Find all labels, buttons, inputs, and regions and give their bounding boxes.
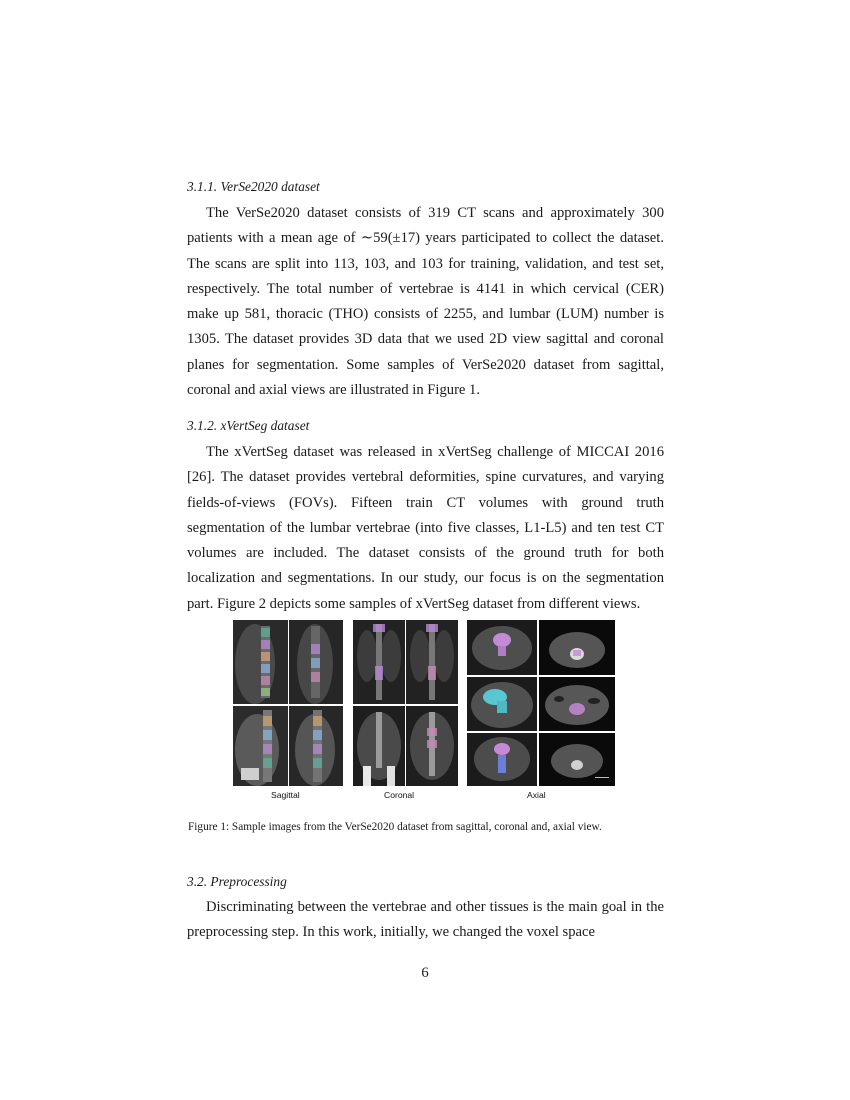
sagittal-scan-2 bbox=[289, 620, 343, 704]
sagittal-scan-3 bbox=[233, 706, 288, 786]
axial-scan-4 bbox=[539, 677, 615, 731]
figure-label-axial: Axial bbox=[527, 790, 546, 800]
section-heading-preprocessing: 3.2. Preprocessing bbox=[187, 874, 287, 889]
sagittal-scan-1 bbox=[233, 620, 288, 704]
coronal-scan-3 bbox=[353, 706, 405, 786]
sagittal-scan-4 bbox=[289, 706, 343, 786]
axial-scan-5 bbox=[467, 733, 537, 786]
axial-scan-2 bbox=[539, 620, 615, 675]
axial-scan-6 bbox=[539, 733, 615, 786]
section-heading-xvertseg: 3.1.2. xVertSeg dataset bbox=[187, 418, 310, 433]
figure-label-sagittal: Sagittal bbox=[271, 790, 300, 800]
coronal-scan-2 bbox=[406, 620, 458, 704]
section-heading-verse2020: 3.1.1. VerSe2020 dataset bbox=[187, 179, 320, 194]
paragraph-preprocessing: Discriminating between the vertebrae and other tissues is the main goal in the preprocessing step. In this work, initially, we changed the voxel space bbox=[187, 899, 664, 941]
page-number: 6 bbox=[421, 965, 429, 981]
coronal-scan-1 bbox=[353, 620, 405, 704]
axial-scan-1 bbox=[467, 620, 537, 675]
coronal-scan-4 bbox=[406, 706, 458, 786]
paragraph-verse2020: The VerSe2020 dataset consists of 319 CT scans and approximately 300 patients with a mean age of ∼59(±17) years participated to collect the dataset. The scans are split into 113, 103, and 103 for training, validation, and test set, respectively. The total number of vertebrae is 4141 in which cervical (CER) make up 581, thoracic (THO) consists of 2255, and lumbar (LUM) number is 1305. The dataset provides 3D data that we used 2D view sagittal and coronal planes for segmentation. Some samples of VerSe2020 dataset from sagittal, coronal and axial views are illustrated in Figure 1. bbox=[187, 205, 664, 399]
figure-1 bbox=[233, 620, 615, 802]
axial-scan-3 bbox=[467, 677, 537, 731]
paragraph-xvertseg: The xVertSeg dataset was released in xVertSeg challenge of MICCAI 2016 [26]. The dataset provides vertebral deformities, spine curvatures, and varying fields-of-views (FOVs). Fifteen train CT volumes with ground truth segmentation of the lumbar vertebrae (into five classes, L1-L5) and ten test CT volumes are included. The dataset consists of the ground truth for both localization and segmentations. In our study, our focus is on the segmentation part. Figure 2 depicts some samples of xVertSeg dataset from different views. bbox=[187, 444, 664, 612]
figure-caption: Figure 1: Sample images from the VerSe2020 dataset from sagittal, coronal and, axial view. bbox=[188, 821, 602, 833]
figure-label-coronal: Coronal bbox=[384, 790, 415, 800]
